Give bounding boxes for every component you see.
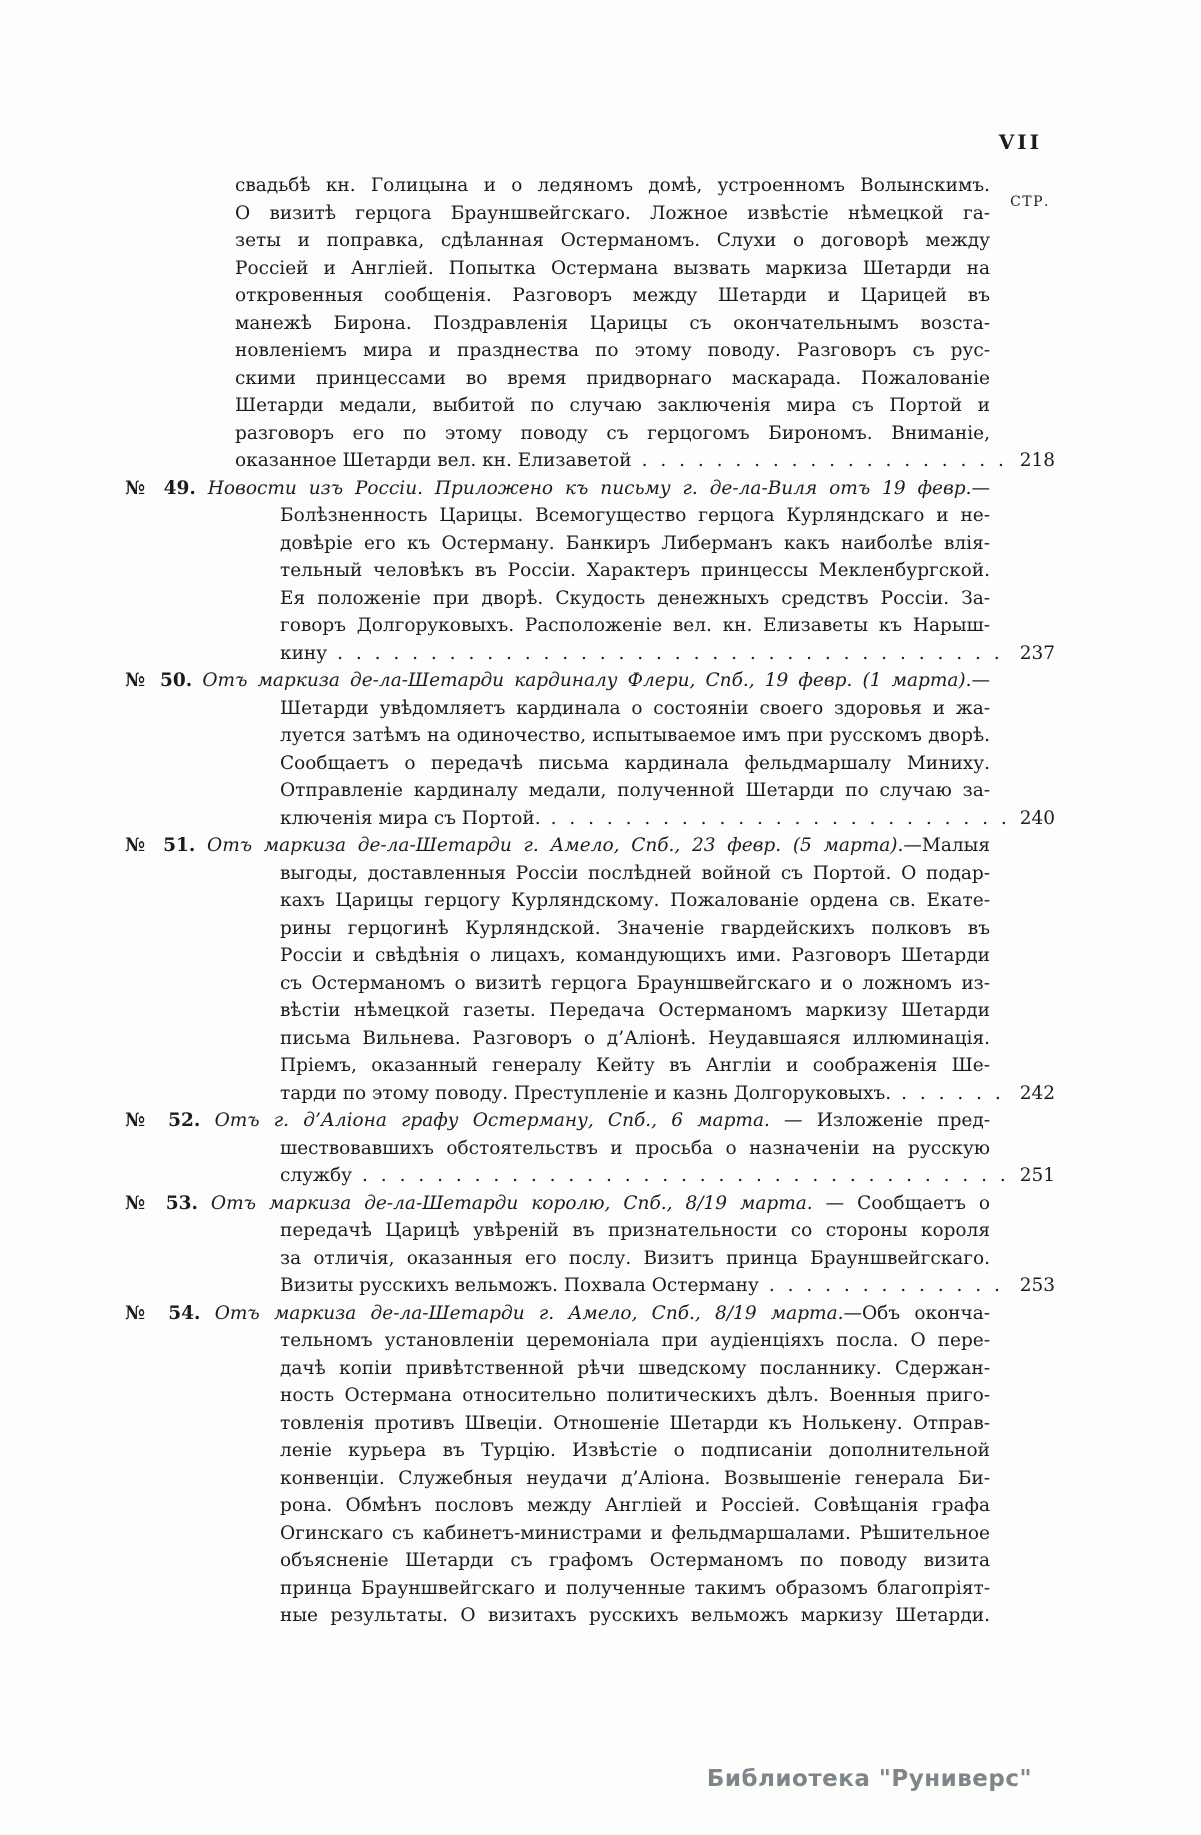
- dot-leader: [769, 1272, 1012, 1300]
- dot-leader: [337, 640, 1012, 668]
- entry-title: Отъ г. д’Аліона графу Остерману, Спб., 6 марта. —: [214, 1110, 817, 1131]
- toc-line: леніе курьера въ Турцію. Извѣстіе о подписаніи дополнительной: [280, 1440, 990, 1461]
- page-ref: 251: [1019, 1165, 1055, 1186]
- toc-line: рона. Обмѣнъ пословъ между Англіей и Россіей. Совѣщанія графа: [280, 1495, 990, 1516]
- toc-line: объясненіе Шетарди съ графомъ Остерманомъ по поводу визита: [280, 1550, 990, 1571]
- toc-line: Пріемъ, оказанный генералу Кейту въ Англіи и соображенія Ше-: [280, 1055, 990, 1076]
- entry-heading: [125, 475, 990, 503]
- toc-leader-line: [280, 1162, 1055, 1190]
- toc-line: ные результаты. О визитахъ русскихъ вельможъ маркизу Шетарди.: [280, 1605, 990, 1626]
- toc-line: довѣріе его къ Остерману. Банкиръ Либерманъ какъ наиболѣе влія-: [280, 532, 990, 554]
- toc-line: Шетарди медали, выбитой по случаю заключенія мира съ Портой и: [235, 395, 990, 416]
- toc-line: Сообщаетъ о передачѣ письма кардинала фельдмаршалу Миниху.: [280, 752, 990, 774]
- entry-number: № 52.: [125, 1110, 201, 1131]
- entry-number: № 54.: [125, 1302, 201, 1324]
- toc-line: ность Остермана относительно политическихъ дѣлъ. Военныя приго-: [280, 1385, 990, 1406]
- toc-line: шествовавшихъ обстоятельствъ и просьба о назначеніи на русскую: [280, 1137, 990, 1159]
- toc-line: разговоръ его по этому поводу съ герцогомъ Бирономъ. Вниманіе,: [235, 422, 990, 444]
- toc-leader-line: [280, 1080, 1055, 1108]
- entry-heading-tail: Объ оконча-: [862, 1302, 990, 1324]
- entry-heading: [125, 667, 990, 695]
- toc-line: тельный человѣкъ въ Россіи. Характеръ принцессы Мекленбургской.: [280, 560, 990, 581]
- entry-title: Отъ маркиза де-ла-Шетарди г. Амело, Спб., 23 февр. (5 марта).—: [207, 835, 922, 856]
- entry-title: Отъ маркиза де-ла-Шетарди королю, Спб., 8/19 марта. —: [210, 1192, 858, 1214]
- toc-intro: [125, 172, 1055, 475]
- toc-line: передачѣ Царицѣ увѣреній въ признательности со стороны короля: [280, 1220, 990, 1241]
- toc-line-text: кину: [280, 642, 328, 664]
- toc-line: манежѣ Бирона. Поздравленія Царицы съ окончательнымъ возста-: [235, 312, 990, 334]
- entry-title: Отъ маркиза де-ла-Шетарди г. Амело, Спб., 8/19 марта.—: [214, 1302, 863, 1324]
- page-folio: VII: [998, 130, 1042, 154]
- toc-line: товленія противъ Швеціи. Отношеніе Шетарди къ Нолькену. Отправ-: [280, 1412, 990, 1434]
- toc-entry: [125, 1190, 1055, 1300]
- toc-line: Россіей и Англіей. Попытка Остермана вызвать маркиза Шетарди на: [235, 257, 990, 279]
- dot-leader: [551, 805, 1012, 833]
- dot-leader: [642, 447, 1012, 475]
- entry-heading: [125, 1300, 990, 1328]
- toc-line-text: оказанное Шетарди вел. кн. Елизаветой: [235, 450, 632, 471]
- entry-heading-tail: Изложеніе пред-: [816, 1110, 990, 1131]
- toc-line: письма Вильнева. Разговоръ о д’Аліонѣ. Неудавшаяся иллюминація.: [280, 1027, 990, 1049]
- toc-leader-line: [280, 640, 1055, 668]
- entry-heading: [125, 832, 990, 860]
- toc-entry: [125, 832, 1055, 1107]
- toc-line-text: тарди по этому поводу. Преступленіе и казнь Долгоруковыхъ.: [280, 1082, 892, 1104]
- toc-line: скими принцессами во время придворнаго маскарада. Пожалованіе: [235, 367, 990, 389]
- toc-line: свадьбѣ кн. Голицына и о ледяномъ домѣ, устроенномъ Волынскимъ.: [235, 175, 990, 196]
- entry-title: Отъ маркиза де-ла-Шетарди кардиналу Флери, Спб., 19 февр. (1 марта).—: [202, 670, 990, 691]
- toc-line: зеты и поправка, сдѣланная Остерманомъ. Слухи о договорѣ между: [235, 230, 990, 251]
- toc-line: Россіи и свѣдѣнія о лицахъ, командующихъ ими. Разговоръ Шетарди: [280, 945, 990, 966]
- toc-line: луется затѣмъ на одиночество, испытываемое имъ при русскомъ дворѣ.: [280, 725, 990, 746]
- dot-leader: [901, 1080, 1012, 1108]
- page-ref: 240: [1019, 807, 1055, 829]
- toc-entry: [125, 1300, 1055, 1630]
- toc-line: тельномъ установленіи церемоніала при аудіенціяхъ посла. О пере-: [280, 1330, 990, 1351]
- toc-line: принца Брауншвейгскаго и полученные такимъ образомъ благопріят-: [280, 1577, 990, 1599]
- toc-line-text: службу: [280, 1165, 353, 1186]
- dot-leader: [362, 1162, 1012, 1190]
- toc-leader-line: [280, 805, 1055, 833]
- entry-heading: [125, 1190, 990, 1218]
- page-ref: 237: [1019, 642, 1055, 664]
- toc-line: Шетарди увѣдомляетъ кардинала о состояніи своего здоровья и жа-: [280, 697, 990, 719]
- entry-heading-tail: Малыя: [921, 835, 990, 856]
- toc: [125, 172, 1055, 1630]
- toc-line: съ Остерманомъ о визитѣ герцога Брауншвейгскаго и о ложномъ из-: [280, 972, 990, 994]
- entry-number: № 49.: [125, 477, 196, 499]
- entry-title: Новости изъ Россіи. Приложено къ письму г. де-ла-Виля отъ 19 февр.—: [207, 477, 990, 499]
- toc-line-text: ключенія мира съ Портой.: [280, 807, 541, 829]
- toc-line: Огинскаго съ кабинетъ-министрами и фельдмаршалами. Рѣшительное: [280, 1522, 990, 1544]
- page-ref: 242: [1019, 1082, 1055, 1104]
- toc-entry: [125, 475, 1055, 668]
- entry-number: № 51.: [125, 835, 196, 856]
- toc-line: дачѣ копіи привѣтственной рѣчи шведскому посланнику. Сдержан-: [280, 1357, 990, 1379]
- toc-line: конвенціи. Служебныя неудачи д’Аліона. Возвышеніе генерала Би-: [280, 1467, 990, 1489]
- page-column-header: СТР.: [1010, 194, 1050, 210]
- entry-heading-tail: Сообщаетъ о: [857, 1192, 990, 1214]
- toc-line: новленіемъ мира и празднества по этому поводу. Разговоръ съ рус-: [235, 340, 990, 361]
- toc-entry: [125, 1107, 1055, 1190]
- page-ref: 218: [1019, 450, 1055, 471]
- toc-line: О визитѣ герцога Брауншвейгскаго. Ложное извѣстіе нѣмецкой га-: [235, 202, 990, 224]
- toc-line: вѣстіи нѣмецкой газеты. Передача Остерманомъ маркизу Шетарди: [280, 1000, 990, 1021]
- toc-line: выгоды, доставленныя Россіи послѣдней войной съ Портой. О подар-: [280, 862, 990, 884]
- toc-line-text: Визиты русскихъ вельможъ. Похвала Остерману: [280, 1275, 759, 1296]
- toc-line: кахъ Царицы герцогу Курляндскому. Пожалованіе ордена св. Екате-: [280, 890, 990, 911]
- entry-number: № 53.: [125, 1192, 198, 1214]
- toc-entry: [125, 667, 1055, 832]
- toc-leader-line: [235, 447, 1055, 475]
- toc-leader-line: [280, 1272, 1055, 1300]
- toc-line: говоръ Долгоруковыхъ. Расположеніе вел. кн. Елизаветы къ Нарыш-: [280, 615, 990, 636]
- page-ref: 253: [1019, 1275, 1055, 1296]
- entry-heading: [125, 1107, 990, 1135]
- toc-line: откровенныя сообщенія. Разговоръ между Шетарди и Царицей въ: [235, 285, 990, 306]
- toc-line: Ея положеніе при дворѣ. Скудость денежныхъ средствъ Россіи. За-: [280, 587, 990, 609]
- toc-line: за отличія, оказанныя его послу. Визитъ принца Брауншвейгскаго.: [280, 1247, 990, 1269]
- toc-line: рины герцогинѣ Курляндской. Значеніе гвардейскихъ полковъ въ: [280, 917, 990, 939]
- toc-line: Болѣзненность Царицы. Всемогущество герцога Курляндскаго и не-: [280, 505, 990, 526]
- toc-line: Отправленіе кардиналу медали, полученной Шетарди по случаю за-: [280, 780, 990, 801]
- entry-number: № 50.: [125, 670, 193, 691]
- watermark: Библиотека "Руниверс": [706, 1766, 1032, 1792]
